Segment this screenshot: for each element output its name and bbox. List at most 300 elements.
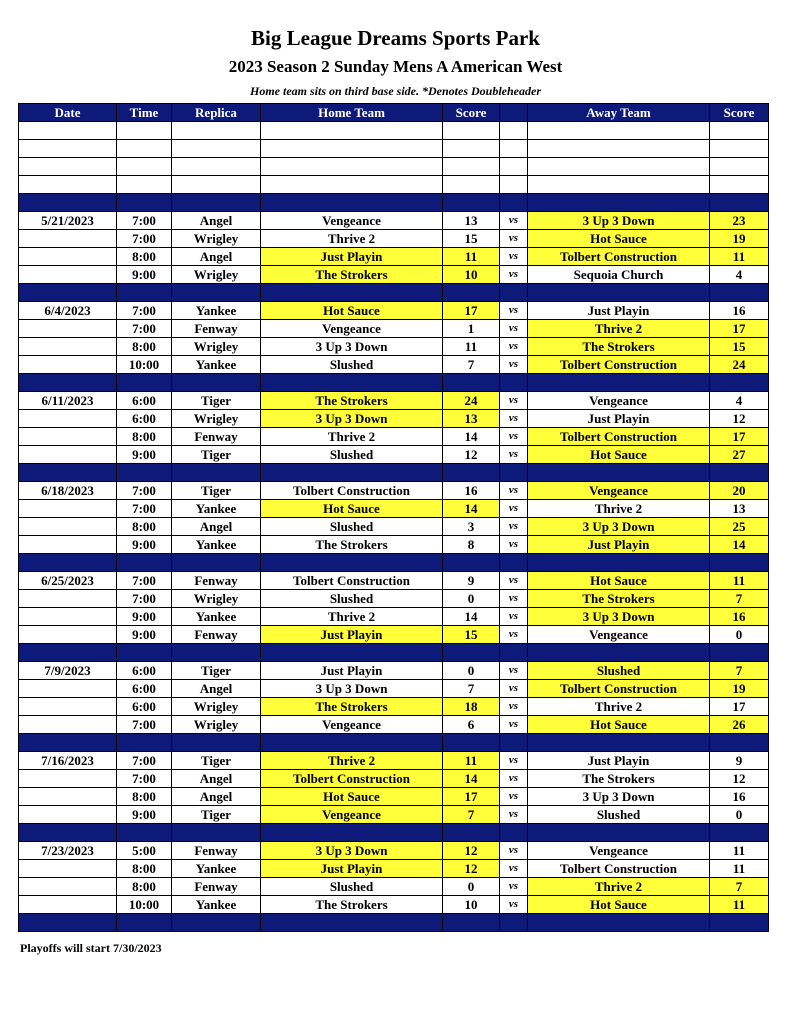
- away-score: 17: [710, 320, 769, 338]
- game-replica: Tiger: [172, 662, 261, 680]
- game-time: 7:00: [117, 482, 172, 500]
- game-replica: Angel: [172, 770, 261, 788]
- game-row: [19, 518, 769, 536]
- vs-label: vs: [500, 662, 528, 680]
- blank-cell: [261, 176, 443, 194]
- vs-label: vs: [500, 536, 528, 554]
- away-team: Just Playin: [528, 536, 710, 554]
- divider-cell: [500, 194, 528, 212]
- vs-label: vs: [500, 626, 528, 644]
- divider-cell: [443, 464, 500, 482]
- divider-cell: [528, 284, 710, 302]
- blank-cell: [19, 158, 117, 176]
- divider-cell: [500, 914, 528, 932]
- away-score: 7: [710, 878, 769, 896]
- game-row: [19, 788, 769, 806]
- home-team: Just Playin: [261, 248, 443, 266]
- game-date: 5/21/2023: [19, 212, 117, 230]
- vs-label: vs: [500, 860, 528, 878]
- home-team: Vengeance: [261, 212, 443, 230]
- game-time: 9:00: [117, 266, 172, 284]
- game-replica: Tiger: [172, 482, 261, 500]
- vs-label: vs: [500, 482, 528, 500]
- week-divider-row: [19, 644, 769, 662]
- game-row: [19, 860, 769, 878]
- week-divider-row: [19, 284, 769, 302]
- game-row: [19, 302, 769, 320]
- header-date: Date: [19, 104, 117, 122]
- blank-row: [19, 122, 769, 140]
- game-row: [19, 662, 769, 680]
- home-team-note: Home team sits on third base side. *Denotes Doubleheader: [250, 84, 541, 98]
- blank-cell: [500, 122, 528, 140]
- game-replica: Wrigley: [172, 590, 261, 608]
- away-score: 27: [710, 446, 769, 464]
- divider-cell: [172, 464, 261, 482]
- blank-cell: [528, 176, 710, 194]
- blank-cell: [172, 140, 261, 158]
- game-replica: Fenway: [172, 428, 261, 446]
- vs-label: vs: [500, 230, 528, 248]
- game-row: [19, 536, 769, 554]
- divider-cell: [528, 374, 710, 392]
- divider-cell: [528, 194, 710, 212]
- away-team: 3 Up 3 Down: [528, 608, 710, 626]
- home-team: 3 Up 3 Down: [261, 410, 443, 428]
- home-score: 13: [443, 410, 500, 428]
- game-row: [19, 572, 769, 590]
- game-date: [19, 878, 117, 896]
- home-team: Thrive 2: [261, 608, 443, 626]
- game-row: [19, 356, 769, 374]
- away-team: Just Playin: [528, 752, 710, 770]
- away-team: Hot Sauce: [528, 446, 710, 464]
- header-vs: [500, 104, 528, 122]
- divider-cell: [500, 644, 528, 662]
- divider-cell: [710, 284, 769, 302]
- home-team: Vengeance: [261, 320, 443, 338]
- home-score: 0: [443, 662, 500, 680]
- game-row: [19, 680, 769, 698]
- game-date: [19, 860, 117, 878]
- home-score: 24: [443, 392, 500, 410]
- week-divider-row: [19, 194, 769, 212]
- game-date: [19, 806, 117, 824]
- divider-cell: [172, 374, 261, 392]
- game-replica: Yankee: [172, 896, 261, 914]
- game-time: 7:00: [117, 752, 172, 770]
- home-team: Slushed: [261, 356, 443, 374]
- divider-cell: [528, 734, 710, 752]
- blank-cell: [19, 140, 117, 158]
- game-time: 6:00: [117, 662, 172, 680]
- away-score: 19: [710, 230, 769, 248]
- home-team: Hot Sauce: [261, 500, 443, 518]
- divider-cell: [443, 374, 500, 392]
- blank-cell: [261, 122, 443, 140]
- game-replica: Yankee: [172, 608, 261, 626]
- away-team: Tolbert Construction: [528, 680, 710, 698]
- divider-cell: [261, 734, 443, 752]
- vs-label: vs: [500, 698, 528, 716]
- home-score: 15: [443, 626, 500, 644]
- game-replica: Yankee: [172, 536, 261, 554]
- divider-cell: [500, 284, 528, 302]
- game-replica: Angel: [172, 518, 261, 536]
- home-score: 1: [443, 320, 500, 338]
- divider-cell: [19, 644, 117, 662]
- game-date: 6/25/2023: [19, 572, 117, 590]
- away-score: 11: [710, 842, 769, 860]
- home-score: 12: [443, 446, 500, 464]
- home-score: 7: [443, 806, 500, 824]
- divider-cell: [261, 824, 443, 842]
- blank-cell: [117, 176, 172, 194]
- away-team: Sequoia Church: [528, 266, 710, 284]
- home-team: Tolbert Construction: [261, 482, 443, 500]
- away-score: 14: [710, 536, 769, 554]
- home-score: 11: [443, 248, 500, 266]
- game-row: [19, 806, 769, 824]
- away-score: 4: [710, 392, 769, 410]
- blank-cell: [172, 158, 261, 176]
- game-date: [19, 608, 117, 626]
- away-team: Just Playin: [528, 410, 710, 428]
- game-time: 7:00: [117, 716, 172, 734]
- game-replica: Tiger: [172, 446, 261, 464]
- game-replica: Fenway: [172, 626, 261, 644]
- game-row: [19, 842, 769, 860]
- divider-cell: [500, 374, 528, 392]
- game-time: 9:00: [117, 608, 172, 626]
- divider-cell: [19, 914, 117, 932]
- away-score: 12: [710, 770, 769, 788]
- game-date: [19, 446, 117, 464]
- page-subtitle: 2023 Season 2 Sunday Mens A American West: [228, 57, 563, 76]
- divider-cell: [710, 734, 769, 752]
- game-time: 9:00: [117, 806, 172, 824]
- divider-cell: [261, 554, 443, 572]
- vs-label: vs: [500, 356, 528, 374]
- game-row: [19, 212, 769, 230]
- blank-cell: [19, 176, 117, 194]
- away-team: Thrive 2: [528, 698, 710, 716]
- divider-cell: [710, 194, 769, 212]
- away-score: 7: [710, 662, 769, 680]
- game-time: 9:00: [117, 626, 172, 644]
- home-score: 14: [443, 608, 500, 626]
- game-row: [19, 320, 769, 338]
- divider-cell: [172, 644, 261, 662]
- home-team: Thrive 2: [261, 752, 443, 770]
- away-score: 11: [710, 896, 769, 914]
- home-score: 15: [443, 230, 500, 248]
- divider-cell: [261, 914, 443, 932]
- blank-cell: [500, 140, 528, 158]
- home-score: 13: [443, 212, 500, 230]
- game-row: [19, 410, 769, 428]
- away-score: 16: [710, 302, 769, 320]
- away-score: 11: [710, 248, 769, 266]
- blank-cell: [261, 140, 443, 158]
- game-replica: Yankee: [172, 302, 261, 320]
- home-team: Tolbert Construction: [261, 770, 443, 788]
- schedule-table: [18, 103, 769, 932]
- game-time: 7:00: [117, 572, 172, 590]
- away-score: 15: [710, 338, 769, 356]
- game-time: 10:00: [117, 896, 172, 914]
- game-row: [19, 428, 769, 446]
- blank-row: [19, 176, 769, 194]
- divider-cell: [117, 734, 172, 752]
- blank-cell: [443, 140, 500, 158]
- away-score: 9: [710, 752, 769, 770]
- vs-label: vs: [500, 680, 528, 698]
- game-row: [19, 482, 769, 500]
- game-time: 7:00: [117, 590, 172, 608]
- divider-cell: [117, 824, 172, 842]
- divider-cell: [261, 644, 443, 662]
- game-time: 9:00: [117, 446, 172, 464]
- divider-cell: [261, 374, 443, 392]
- game-time: 10:00: [117, 356, 172, 374]
- blank-cell: [117, 140, 172, 158]
- blank-cell: [19, 122, 117, 140]
- game-date: [19, 788, 117, 806]
- home-team: Hot Sauce: [261, 302, 443, 320]
- vs-label: vs: [500, 500, 528, 518]
- away-score: 0: [710, 626, 769, 644]
- game-date: 6/11/2023: [19, 392, 117, 410]
- home-team: The Strokers: [261, 536, 443, 554]
- divider-cell: [19, 194, 117, 212]
- vs-label: vs: [500, 248, 528, 266]
- divider-cell: [117, 464, 172, 482]
- vs-label: vs: [500, 572, 528, 590]
- blank-cell: [443, 122, 500, 140]
- blank-row: [19, 158, 769, 176]
- game-replica: Tiger: [172, 752, 261, 770]
- vs-label: vs: [500, 716, 528, 734]
- home-team: Just Playin: [261, 626, 443, 644]
- away-team: The Strokers: [528, 770, 710, 788]
- header-away-score: Score: [710, 104, 769, 122]
- week-divider-row: [19, 824, 769, 842]
- away-team: Vengeance: [528, 392, 710, 410]
- game-date: [19, 536, 117, 554]
- home-team: Slushed: [261, 590, 443, 608]
- away-team: Thrive 2: [528, 878, 710, 896]
- away-team: Hot Sauce: [528, 896, 710, 914]
- divider-cell: [500, 824, 528, 842]
- vs-label: vs: [500, 590, 528, 608]
- away-score: 17: [710, 698, 769, 716]
- divider-cell: [443, 644, 500, 662]
- vs-label: vs: [500, 770, 528, 788]
- vs-label: vs: [500, 392, 528, 410]
- away-score: 19: [710, 680, 769, 698]
- home-team: Slushed: [261, 518, 443, 536]
- game-time: 6:00: [117, 680, 172, 698]
- home-score: 10: [443, 896, 500, 914]
- divider-cell: [19, 374, 117, 392]
- home-team: Slushed: [261, 446, 443, 464]
- divider-cell: [528, 464, 710, 482]
- vs-label: vs: [500, 410, 528, 428]
- vs-label: vs: [500, 752, 528, 770]
- game-replica: Angel: [172, 212, 261, 230]
- home-score: 17: [443, 788, 500, 806]
- home-team: Vengeance: [261, 806, 443, 824]
- game-replica: Fenway: [172, 572, 261, 590]
- blank-cell: [172, 122, 261, 140]
- game-date: [19, 230, 117, 248]
- header-time: Time: [117, 104, 172, 122]
- away-team: Vengeance: [528, 626, 710, 644]
- away-score: 26: [710, 716, 769, 734]
- away-team: Vengeance: [528, 842, 710, 860]
- blank-cell: [710, 122, 769, 140]
- blank-cell: [528, 140, 710, 158]
- home-score: 14: [443, 428, 500, 446]
- away-score: 20: [710, 482, 769, 500]
- home-score: 14: [443, 770, 500, 788]
- game-replica: Yankee: [172, 500, 261, 518]
- game-date: [19, 320, 117, 338]
- game-row: [19, 500, 769, 518]
- game-date: [19, 896, 117, 914]
- divider-cell: [19, 554, 117, 572]
- game-date: 7/9/2023: [19, 662, 117, 680]
- away-score: 12: [710, 410, 769, 428]
- away-score: 16: [710, 608, 769, 626]
- divider-cell: [117, 284, 172, 302]
- blank-cell: [443, 176, 500, 194]
- divider-cell: [117, 374, 172, 392]
- vs-label: vs: [500, 806, 528, 824]
- game-time: 6:00: [117, 410, 172, 428]
- header-replica: Replica: [172, 104, 261, 122]
- divider-cell: [172, 554, 261, 572]
- away-score: 11: [710, 572, 769, 590]
- blank-cell: [710, 176, 769, 194]
- divider-cell: [172, 824, 261, 842]
- divider-cell: [710, 644, 769, 662]
- home-score: 0: [443, 878, 500, 896]
- game-date: [19, 770, 117, 788]
- home-score: 7: [443, 680, 500, 698]
- home-team: The Strokers: [261, 392, 443, 410]
- divider-cell: [500, 734, 528, 752]
- game-time: 8:00: [117, 338, 172, 356]
- away-score: 11: [710, 860, 769, 878]
- game-row: [19, 338, 769, 356]
- game-replica: Fenway: [172, 878, 261, 896]
- game-replica: Wrigley: [172, 716, 261, 734]
- week-divider-row: [19, 734, 769, 752]
- blank-cell: [500, 176, 528, 194]
- away-team: Tolbert Construction: [528, 860, 710, 878]
- blank-cell: [261, 158, 443, 176]
- game-time: 6:00: [117, 392, 172, 410]
- away-team: The Strokers: [528, 590, 710, 608]
- divider-cell: [172, 734, 261, 752]
- game-time: 8:00: [117, 248, 172, 266]
- divider-cell: [500, 554, 528, 572]
- vs-label: vs: [500, 320, 528, 338]
- game-replica: Tiger: [172, 806, 261, 824]
- game-row: [19, 230, 769, 248]
- game-row: [19, 266, 769, 284]
- divider-cell: [172, 284, 261, 302]
- vs-label: vs: [500, 266, 528, 284]
- game-row: [19, 608, 769, 626]
- away-team: The Strokers: [528, 338, 710, 356]
- game-row: [19, 626, 769, 644]
- game-replica: Fenway: [172, 842, 261, 860]
- game-row: [19, 248, 769, 266]
- away-team: Just Playin: [528, 302, 710, 320]
- divider-cell: [19, 824, 117, 842]
- game-date: [19, 626, 117, 644]
- game-date: [19, 500, 117, 518]
- header-row: [19, 104, 769, 122]
- game-row: [19, 392, 769, 410]
- divider-cell: [261, 464, 443, 482]
- home-team: Vengeance: [261, 716, 443, 734]
- home-team: 3 Up 3 Down: [261, 680, 443, 698]
- game-date: 6/18/2023: [19, 482, 117, 500]
- game-replica: Yankee: [172, 356, 261, 374]
- divider-cell: [528, 644, 710, 662]
- divider-cell: [710, 554, 769, 572]
- vs-label: vs: [500, 878, 528, 896]
- divider-cell: [528, 554, 710, 572]
- home-team: Thrive 2: [261, 428, 443, 446]
- away-team: 3 Up 3 Down: [528, 212, 710, 230]
- home-team: 3 Up 3 Down: [261, 338, 443, 356]
- blank-cell: [117, 158, 172, 176]
- vs-label: vs: [500, 302, 528, 320]
- divider-cell: [443, 914, 500, 932]
- game-time: 7:00: [117, 302, 172, 320]
- home-team: Hot Sauce: [261, 788, 443, 806]
- home-score: 11: [443, 752, 500, 770]
- blank-cell: [117, 122, 172, 140]
- game-time: 7:00: [117, 320, 172, 338]
- game-date: [19, 338, 117, 356]
- game-date: [19, 590, 117, 608]
- vs-label: vs: [500, 788, 528, 806]
- game-date: [19, 428, 117, 446]
- game-replica: Wrigley: [172, 338, 261, 356]
- vs-label: vs: [500, 212, 528, 230]
- game-row: [19, 590, 769, 608]
- home-score: 9: [443, 572, 500, 590]
- divider-cell: [443, 734, 500, 752]
- divider-cell: [500, 464, 528, 482]
- game-time: 7:00: [117, 212, 172, 230]
- home-score: 7: [443, 356, 500, 374]
- game-date: [19, 356, 117, 374]
- blank-cell: [710, 158, 769, 176]
- divider-cell: [172, 914, 261, 932]
- week-divider-row: [19, 914, 769, 932]
- header-home-team: Home Team: [261, 104, 443, 122]
- divider-cell: [19, 464, 117, 482]
- home-score: 8: [443, 536, 500, 554]
- blank-cell: [528, 122, 710, 140]
